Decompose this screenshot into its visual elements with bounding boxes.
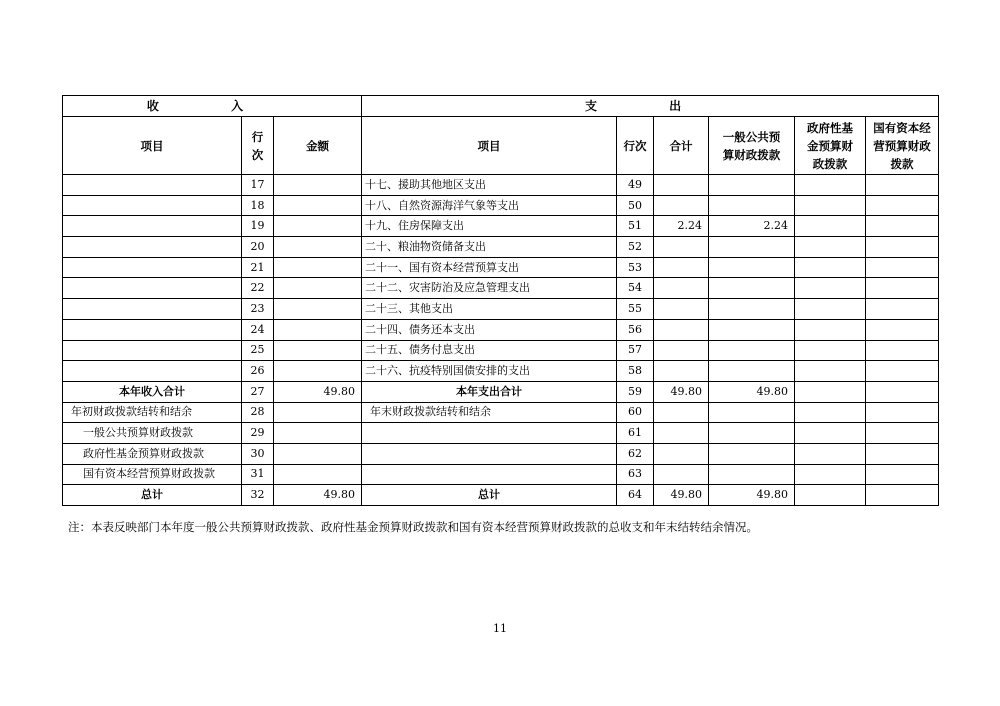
general-budget-cell	[709, 175, 795, 196]
table-row	[63, 195, 939, 216]
table-row	[63, 423, 939, 444]
general-budget-cell	[709, 443, 795, 464]
fund-budget-cell	[795, 340, 866, 361]
expense-total-cell	[654, 237, 709, 258]
income-row-number: 21	[242, 257, 274, 278]
table-row	[63, 175, 939, 196]
expense-row-number: 63	[617, 464, 654, 485]
state-capital-budget-cell	[866, 464, 939, 485]
general-budget-cell: 49.80	[709, 485, 795, 506]
expense-item-cell: 年末财政拨款结转和结余	[362, 402, 617, 423]
expense-total-cell	[654, 340, 709, 361]
income-row-number: 17	[242, 175, 274, 196]
expense-row-number: 57	[617, 340, 654, 361]
table-row	[63, 257, 939, 278]
expense-total-cell: 49.80	[654, 381, 709, 402]
table-row	[63, 361, 939, 382]
table-row	[63, 237, 939, 258]
expense-total-cell	[654, 195, 709, 216]
expense-row-number: 61	[617, 423, 654, 444]
expense-item-cell: 二十、粮油物资储备支出	[362, 237, 617, 258]
table-row	[63, 216, 939, 237]
income-item-cell	[63, 319, 242, 340]
income-item-cell	[63, 195, 242, 216]
expense-total-cell	[654, 361, 709, 382]
expense-row-number: 58	[617, 361, 654, 382]
section-header-row	[63, 96, 939, 117]
general-budget-cell	[709, 340, 795, 361]
expense-item-cell: 总计	[362, 485, 617, 506]
fund-budget-cell	[795, 381, 866, 402]
expense-item-cell: 十七、援助其他地区支出	[362, 175, 617, 196]
expense-row-number: 50	[617, 195, 654, 216]
income-amount-cell	[274, 257, 362, 278]
general-budget-cell	[709, 278, 795, 299]
income-amount-cell	[274, 423, 362, 444]
expense-row-number: 56	[617, 319, 654, 340]
income-row-number: 23	[242, 299, 274, 320]
expense-item-cell	[362, 464, 617, 485]
income-item-cell: 国有资本经营预算财政拨款	[63, 464, 242, 485]
income-section-header: 收 入	[63, 96, 362, 117]
fund-budget-cell	[795, 278, 866, 299]
income-amount-cell	[274, 216, 362, 237]
income-row-number: 30	[242, 443, 274, 464]
income-row-number: 19	[242, 216, 274, 237]
expense-item-cell: 十九、住房保障支出	[362, 216, 617, 237]
table-row	[63, 443, 939, 464]
expense-item-cell: 二十五、债务付息支出	[362, 340, 617, 361]
income-item-cell	[63, 340, 242, 361]
column-header-row	[63, 117, 939, 175]
col-state-capital-budget: 国有资本经营预算财政拨款	[866, 117, 939, 175]
expense-item-cell: 二十二、灾害防治及应急管理支出	[362, 278, 617, 299]
table-row	[63, 340, 939, 361]
page-number: 11	[493, 622, 507, 635]
income-row-number: 24	[242, 319, 274, 340]
state-capital-budget-cell	[866, 340, 939, 361]
expense-section-header: 支 出	[362, 96, 939, 117]
expense-total-cell: 2.24	[654, 216, 709, 237]
state-capital-budget-cell	[866, 175, 939, 196]
expense-total-cell	[654, 443, 709, 464]
col-expense-row: 行次	[617, 117, 654, 175]
general-budget-cell	[709, 257, 795, 278]
income-row-number: 26	[242, 361, 274, 382]
expense-row-number: 49	[617, 175, 654, 196]
fund-budget-cell	[795, 237, 866, 258]
expense-row-number: 64	[617, 485, 654, 506]
expense-item-cell	[362, 423, 617, 444]
income-item-cell	[63, 361, 242, 382]
state-capital-budget-cell	[866, 257, 939, 278]
table-row	[63, 485, 939, 506]
general-budget-cell	[709, 319, 795, 340]
expense-item-cell: 十八、自然资源海洋气象等支出	[362, 195, 617, 216]
income-row-number: 32	[242, 485, 274, 506]
income-item-cell: 年初财政拨款结转和结余	[63, 402, 242, 423]
expense-total-cell: 49.80	[654, 485, 709, 506]
state-capital-budget-cell	[866, 299, 939, 320]
income-amount-cell	[274, 340, 362, 361]
general-budget-cell	[709, 361, 795, 382]
table-row	[63, 319, 939, 340]
income-amount-cell	[274, 237, 362, 258]
income-item-cell: 本年收入合计	[63, 381, 242, 402]
col-expense-item: 项目	[362, 117, 617, 175]
fund-budget-cell	[795, 485, 866, 506]
income-amount-cell	[274, 464, 362, 485]
fund-budget-cell	[795, 257, 866, 278]
table-note: 注：本表反映部门本年度一般公共预算财政拨款、政府性基金预算财政拨款和国有资本经营预算财政拨款的总收支和年末结转结余情况。	[68, 520, 758, 534]
income-item-cell: 政府性基金预算财政拨款	[63, 443, 242, 464]
fund-budget-cell	[795, 423, 866, 444]
state-capital-budget-cell	[866, 485, 939, 506]
expense-row-number: 55	[617, 299, 654, 320]
expense-total-cell	[654, 299, 709, 320]
income-row-number: 31	[242, 464, 274, 485]
state-capital-budget-cell	[866, 402, 939, 423]
expense-total-cell	[654, 464, 709, 485]
income-row-number: 27	[242, 381, 274, 402]
income-amount-cell	[274, 443, 362, 464]
income-amount-cell	[274, 402, 362, 423]
expense-row-number: 59	[617, 381, 654, 402]
expense-item-cell: 二十四、债务还本支出	[362, 319, 617, 340]
table-row	[63, 381, 939, 402]
expense-total-cell	[654, 278, 709, 299]
general-budget-cell	[709, 195, 795, 216]
expense-item-cell: 本年支出合计	[362, 381, 617, 402]
state-capital-budget-cell	[866, 216, 939, 237]
general-budget-cell	[709, 402, 795, 423]
state-capital-budget-cell	[866, 443, 939, 464]
income-row-number: 25	[242, 340, 274, 361]
income-amount-cell: 49.80	[274, 381, 362, 402]
general-budget-cell: 2.24	[709, 216, 795, 237]
general-budget-cell	[709, 423, 795, 444]
expense-item-cell: 二十三、其他支出	[362, 299, 617, 320]
income-item-cell: 一般公共预算财政拨款	[63, 423, 242, 444]
income-item-cell	[63, 237, 242, 258]
expense-total-cell	[654, 319, 709, 340]
state-capital-budget-cell	[866, 319, 939, 340]
fund-budget-cell	[795, 464, 866, 485]
general-budget-cell	[709, 299, 795, 320]
income-item-cell	[63, 175, 242, 196]
fund-budget-cell	[795, 361, 866, 382]
state-capital-budget-cell	[866, 237, 939, 258]
table-row	[63, 299, 939, 320]
expense-item-cell: 二十六、抗疫特别国债安排的支出	[362, 361, 617, 382]
col-general-budget: 一般公共预算财政拨款	[709, 117, 795, 175]
expense-total-cell	[654, 257, 709, 278]
state-capital-budget-cell	[866, 361, 939, 382]
fund-budget-cell	[795, 402, 866, 423]
expense-row-number: 62	[617, 443, 654, 464]
expense-total-cell	[654, 402, 709, 423]
expense-total-cell	[654, 423, 709, 444]
general-budget-cell	[709, 464, 795, 485]
income-row-number: 20	[242, 237, 274, 258]
income-amount-cell	[274, 175, 362, 196]
expense-item-cell	[362, 443, 617, 464]
income-row-number: 28	[242, 402, 274, 423]
fund-budget-cell	[795, 195, 866, 216]
income-amount-cell	[274, 361, 362, 382]
income-item-cell: 总计	[63, 485, 242, 506]
income-row-number: 22	[242, 278, 274, 299]
income-amount-cell: 49.80	[274, 485, 362, 506]
state-capital-budget-cell	[866, 381, 939, 402]
table-row	[63, 278, 939, 299]
state-capital-budget-cell	[866, 195, 939, 216]
fund-budget-cell	[795, 175, 866, 196]
income-row-number: 18	[242, 195, 274, 216]
income-amount-cell	[274, 319, 362, 340]
general-budget-cell	[709, 237, 795, 258]
col-income-row: 行次	[242, 117, 274, 175]
income-amount-cell	[274, 278, 362, 299]
expense-row-number: 54	[617, 278, 654, 299]
fund-budget-cell	[795, 299, 866, 320]
table-row	[63, 402, 939, 423]
col-income-amount: 金额	[274, 117, 362, 175]
expense-row-number: 53	[617, 257, 654, 278]
col-fund-budget: 政府性基金预算财政拨款	[795, 117, 866, 175]
income-item-cell	[63, 278, 242, 299]
expense-total-cell	[654, 175, 709, 196]
fund-budget-cell	[795, 443, 866, 464]
fund-budget-cell	[795, 319, 866, 340]
income-amount-cell	[274, 299, 362, 320]
fiscal-appropriation-table	[62, 95, 939, 506]
income-item-cell	[63, 299, 242, 320]
col-expense-total: 合计	[654, 117, 709, 175]
table-row	[63, 464, 939, 485]
state-capital-budget-cell	[866, 423, 939, 444]
expense-row-number: 52	[617, 237, 654, 258]
income-amount-cell	[274, 195, 362, 216]
expense-row-number: 60	[617, 402, 654, 423]
income-row-number: 29	[242, 423, 274, 444]
general-budget-cell: 49.80	[709, 381, 795, 402]
income-item-cell	[63, 216, 242, 237]
expense-row-number: 51	[617, 216, 654, 237]
income-item-cell	[63, 257, 242, 278]
expense-item-cell: 二十一、国有资本经营预算支出	[362, 257, 617, 278]
fund-budget-cell	[795, 216, 866, 237]
col-income-item: 项目	[63, 117, 242, 175]
state-capital-budget-cell	[866, 278, 939, 299]
